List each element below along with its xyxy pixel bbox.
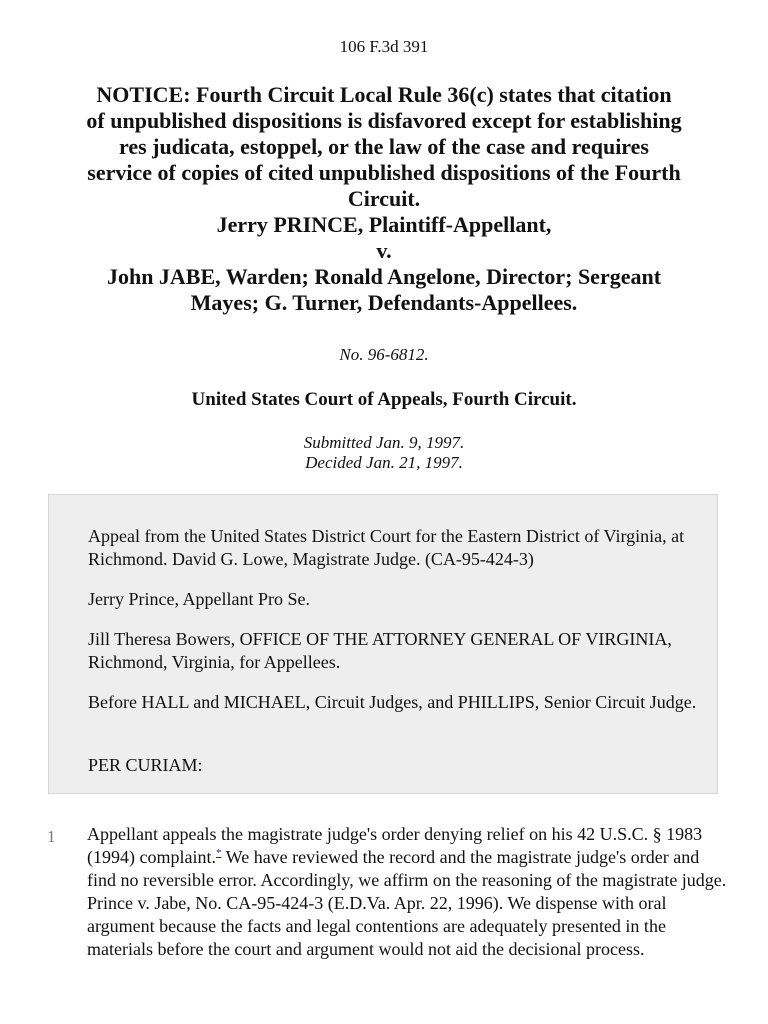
case-caption <box>36 82 732 316</box>
notice-line: service of copies of cited unpublished dispositions of the Fourth <box>87 160 681 185</box>
panel-text: Before HALL and MICHAEL, Circuit Judges, and PHILLIPS, Senior Circuit Judge. <box>88 692 697 712</box>
decided-date: Decided Jan. 21, 1997. <box>305 453 463 472</box>
notice-line: res judicata, estoppel, or the law of the case and requires <box>118 134 649 159</box>
case-dates <box>0 433 768 473</box>
opinion-paragraph <box>87 823 727 961</box>
appeal-from-text: Appeal from the United States District Court for the Eastern District of Virginia, at Richmond. David G. Lowe, Magistrate Judge. (CA-95-424-3) <box>88 526 685 569</box>
paragraph-number: 1 <box>47 827 56 846</box>
case-citation: 106 F.3d 391 <box>339 37 429 56</box>
versus-line: v. <box>376 238 392 263</box>
opinion-text-start: Appellant appeals the magistrate judge's order denying relief on his 42 U.S.C. § 1983 (1994) complaint. <box>87 824 703 867</box>
notice-line: of unpublished dispositions is disfavored except for establishing <box>86 108 682 133</box>
court-name: United States Court of Appeals, Fourth Circuit. <box>191 389 577 410</box>
case-info-box <box>48 494 718 794</box>
docket-number: No. 96-6812. <box>339 345 429 364</box>
per-curiam-label: PER CURIAM: <box>88 755 203 775</box>
defendants-line: John JABE, Warden; Ronald Angelone, Director; Sergeant <box>106 264 662 289</box>
submitted-date: Submitted Jan. 9, 1997. <box>303 433 465 452</box>
opinion-text-end: We have reviewed the record and the magistrate judge's order and find no reversible error. Accordingly, we affirm on the reasoning of the magistrate judge. Prince v. Jabe, No. CA-95-424-3 (E.D.Va. Apr. 22, 1996). We dispense with oral argument because the facts and legal contentions are adequately presented in the materials before the court and argument would not aid the decisional process. <box>87 847 727 959</box>
appellant-counsel-text: Jerry Prince, Appellant Pro Se. <box>88 589 310 609</box>
defendants-line: Mayes; G. Turner, Defendants-Appellees. <box>190 290 578 315</box>
appellee-counsel-text: Jill Theresa Bowers, OFFICE OF THE ATTORNEY GENERAL OF VIRGINIA, Richmond, Virginia, for Appellees. <box>88 629 672 672</box>
notice-line: Circuit. <box>347 186 421 211</box>
footnote-link[interactable]: * <box>215 847 222 859</box>
notice-line: NOTICE: Fourth Circuit Local Rule 36(c) states that citation <box>96 82 672 107</box>
plaintiff-line: Jerry PRINCE, Plaintiff-Appellant, <box>216 212 552 237</box>
